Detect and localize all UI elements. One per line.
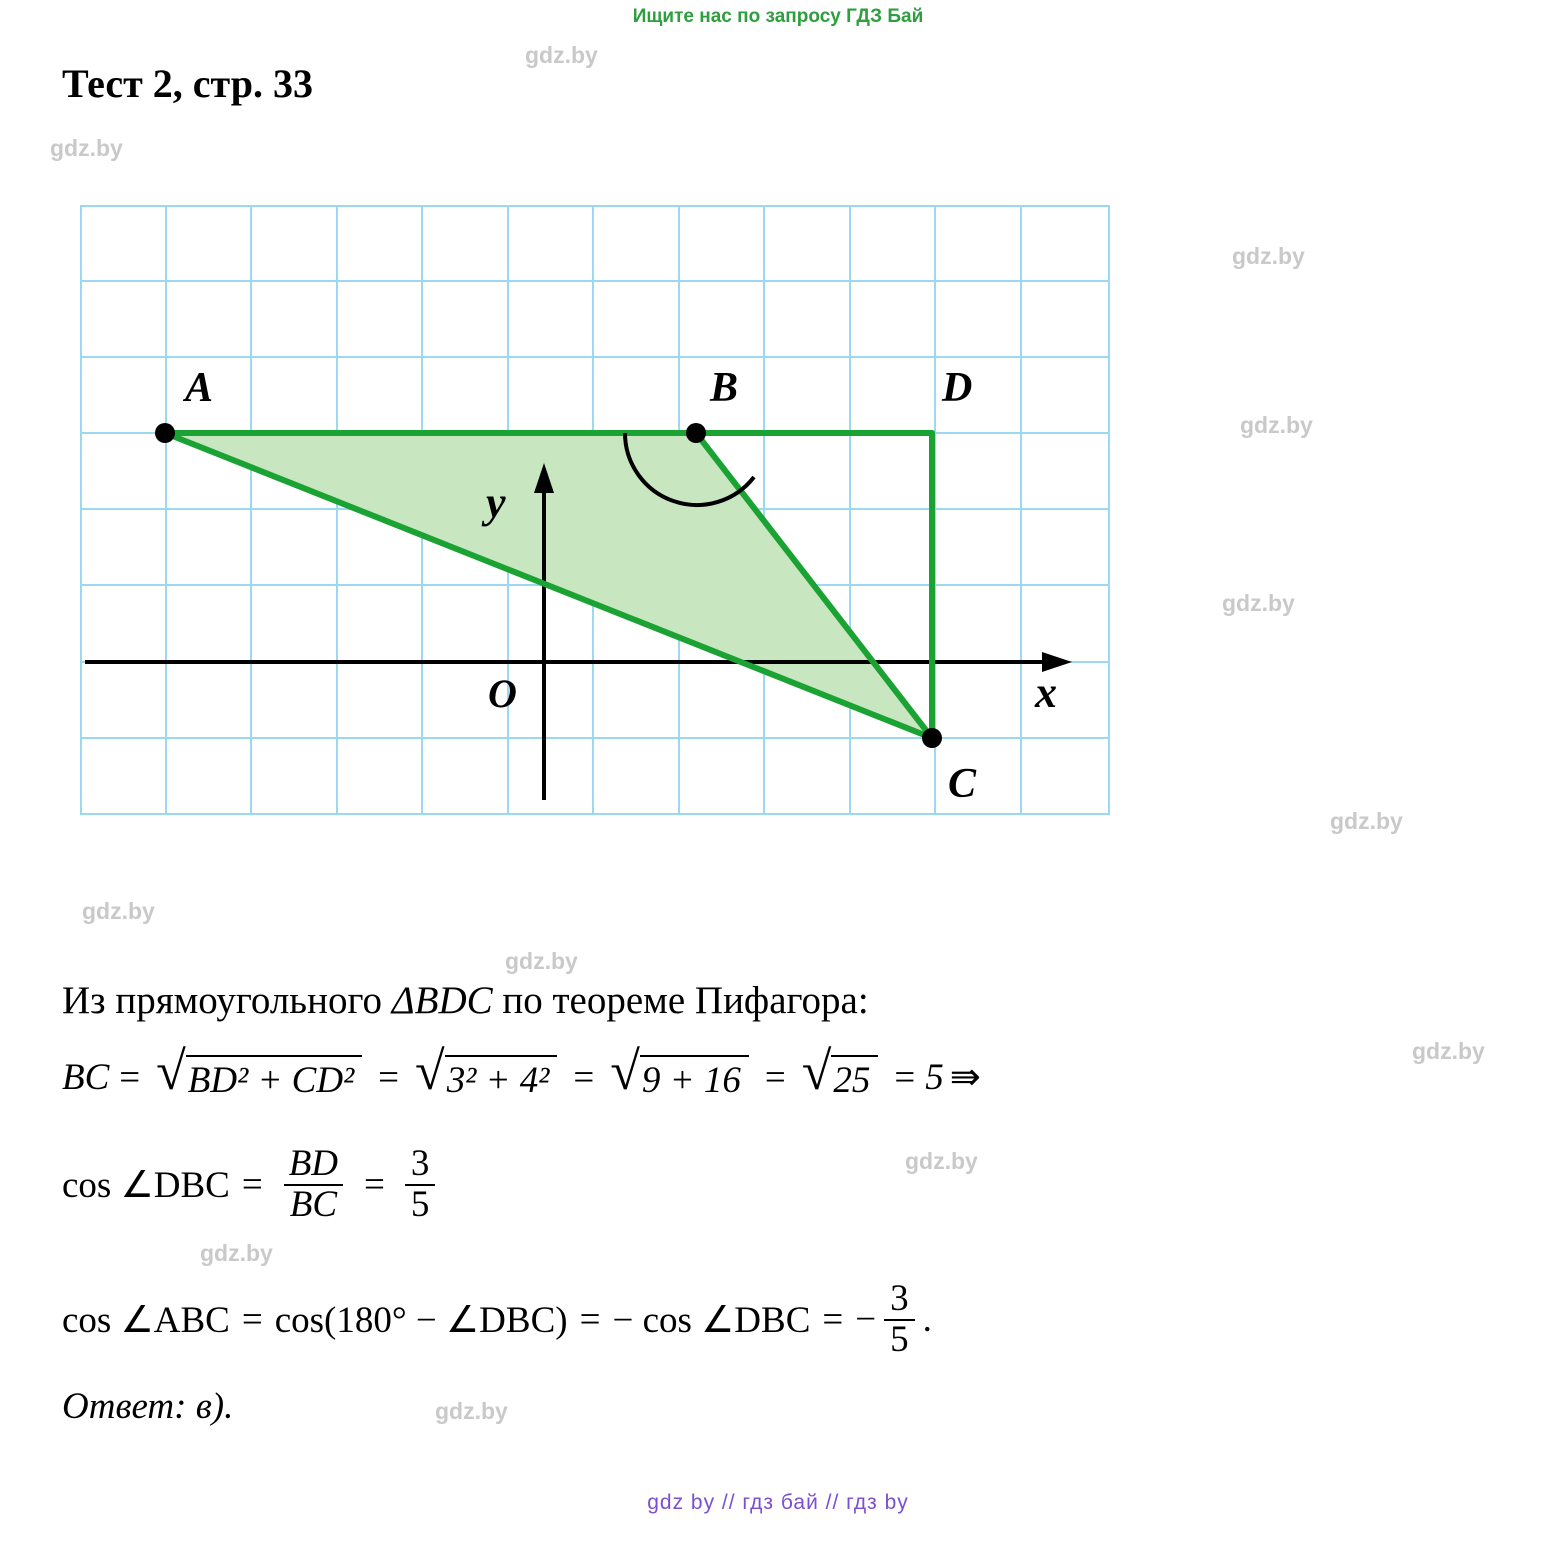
equation-cos-abc: [62, 1280, 932, 1360]
answer-line: Ответ: в).: [62, 1386, 234, 1427]
label-y-axis: y: [486, 478, 506, 527]
watermark: gdz.by: [905, 1148, 978, 1174]
label-origin: O: [488, 671, 517, 716]
watermark: gdz.by: [200, 1240, 273, 1266]
watermark: gdz.by: [1240, 412, 1313, 438]
fraction-3-5: [405, 1145, 436, 1225]
cos-abc-minus: −: [855, 1299, 877, 1341]
equation-cos-dbc: [62, 1145, 443, 1225]
cos-abc-neg: − cos ∠DBC: [612, 1299, 811, 1341]
watermark: gdz.by: [1330, 808, 1403, 834]
radical-4-body: 25: [831, 1055, 878, 1102]
cos-abc-eq3: =: [822, 1299, 844, 1341]
eq-bc-eq2: =: [378, 1056, 400, 1098]
radical-sign: √: [801, 1041, 832, 1101]
fraction-denominator: 5: [405, 1184, 436, 1225]
eq-bc-arrow: ⇛: [949, 1057, 981, 1098]
radical-2: [415, 1041, 557, 1102]
radical-4: [801, 1041, 879, 1102]
cos-abc-mid: cos(180° − ∠DBC): [274, 1299, 568, 1341]
watermark: gdz.by: [505, 948, 578, 974]
watermark: gdz.by: [1412, 1038, 1485, 1064]
radical-sign: √: [415, 1041, 445, 1101]
cos-abc-label: cos ∠ABC: [62, 1299, 230, 1341]
intro-suffix: по теореме Пифагора:: [492, 979, 869, 1022]
intro-triangle: ΔBDC: [391, 979, 493, 1022]
eq-bc-eq1: =: [119, 1056, 141, 1098]
label-a: A: [185, 365, 214, 411]
watermark: gdz.by: [435, 1398, 508, 1424]
intro-prefix: Из прямоугольного: [62, 979, 392, 1022]
fraction-denominator: 5: [884, 1319, 915, 1360]
promo-banner: Ищите нас по запросу ГДЗ Бай: [632, 6, 924, 27]
cos-abc-eq1: =: [241, 1299, 263, 1341]
solution-intro: [62, 978, 869, 1023]
cos-dbc-label: cos ∠DBC: [62, 1164, 230, 1206]
cos-abc-period: .: [922, 1299, 932, 1341]
equation-bc: [62, 1041, 981, 1102]
cos-dbc-eq: =: [241, 1164, 263, 1206]
label-b: B: [710, 365, 739, 411]
watermark: gdz.by: [50, 135, 123, 161]
eq-bc-value: 5: [925, 1056, 944, 1098]
figure-svg: [80, 205, 1110, 825]
fraction-neg-3-5: [884, 1280, 915, 1360]
point-c-dot: [922, 728, 942, 748]
fraction-numerator: BD: [288, 1143, 339, 1184]
label-x-axis: x: [1035, 668, 1057, 717]
eq-bc-eq5: =: [894, 1056, 916, 1098]
radical-1-body: BD² + CD²: [186, 1055, 362, 1102]
page-title: Тест 2, стр. 33: [62, 61, 313, 106]
coordinate-figure: [80, 205, 1110, 825]
radical-sign: √: [610, 1041, 640, 1101]
point-b-dot: [686, 423, 706, 443]
eq-bc-lhs: BC: [62, 1056, 110, 1098]
fraction-bd-bc: [283, 1145, 344, 1225]
watermark: gdz.by: [1222, 590, 1295, 616]
radical-1: [156, 1041, 362, 1102]
cos-dbc-eq2: =: [364, 1164, 385, 1206]
radical-3: [610, 1041, 749, 1102]
watermark: gdz.by: [525, 42, 598, 68]
fraction-numerator: 3: [410, 1143, 430, 1184]
radical-2-body: 3² + 4²: [445, 1055, 558, 1102]
eq-bc-eq4: =: [764, 1056, 786, 1098]
radical-3-body: 9 + 16: [640, 1055, 749, 1102]
fraction-denominator: BC: [284, 1184, 343, 1225]
fraction-numerator: 3: [890, 1278, 909, 1319]
watermark: gdz.by: [82, 898, 155, 924]
label-d: D: [942, 365, 973, 411]
eq-bc-eq3: =: [573, 1056, 595, 1098]
point-a-dot: [155, 423, 175, 443]
watermark: gdz.by: [1232, 243, 1305, 269]
radical-sign: √: [156, 1041, 186, 1101]
label-c: C: [948, 761, 977, 807]
footer-links: gdz by // гдз бай // гдз by: [647, 1491, 909, 1514]
cos-abc-eq2: =: [579, 1299, 601, 1341]
